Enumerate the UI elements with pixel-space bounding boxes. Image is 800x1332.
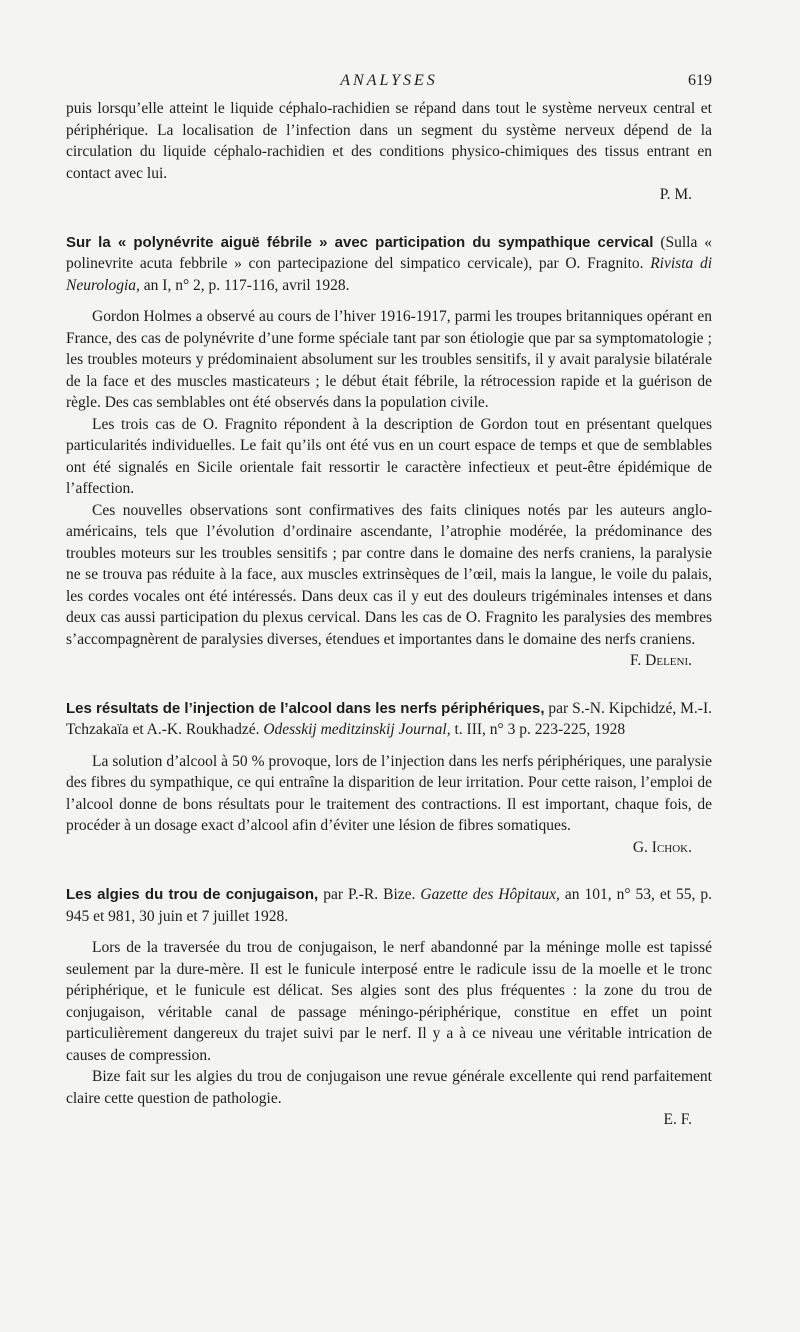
article-heading xyxy=(66,698,712,741)
article-paragraph: Lors de la traversée du trou de conjugaison, le nerf abandonné par la méninge molle est tapissé seulement par la dure-mère. Il est le funicule interposé entre le radicule issu de la moelle et le tronc périphérique, et le funicule est délicat. Ses algies sont des plus fréquentes : la zone du trou de conjugaison, véritable canal de passage méningo-périphérique, constitue en effet un point particulièrement dangereux du trajet suivi par le nerf. Il y a à ce niveau une véritable intrication de causes de compression. xyxy=(66,939,712,1064)
article-reference-details: t. III, n° 3 p. 223-225, 1928 xyxy=(454,721,626,738)
article-paragraph: Les trois cas de O. Fragnito répondent à la description de Gordon tout en présentant quelques particularités individuelles. Le fait qu’ils ont été vus en un court espace de temps et que de semblables ont été signalés en Sicile orientale fait ressortir le caractère infectieux et peut-être épidémique de l’affection. xyxy=(66,415,712,497)
article-heading xyxy=(66,232,712,297)
article-journal: Odesskij meditzinskij Journal, xyxy=(263,721,451,738)
article-signature: E. F. xyxy=(663,1111,692,1128)
article-algies xyxy=(66,884,712,1131)
running-title: ANALYSES xyxy=(340,72,438,89)
page-number: 619 xyxy=(688,72,712,89)
page-header xyxy=(66,60,712,98)
article-signature: F. Deleni. xyxy=(630,652,692,669)
article-reference: par S.-N. Kipchidzé, M.-I. Tchzakaïa et A.-K. Roukhadzé. xyxy=(66,699,713,738)
intro-signature: P. M. xyxy=(659,186,692,203)
article-reference-details: an I, n° 2, p. 117-116, avril 1928. xyxy=(143,276,350,294)
article-title: Les résultats de l’injection de l’alcool dans les nerfs périphériques, xyxy=(66,699,545,717)
article-title: Sur la « polynévrite aiguë fébrile » avec participation du sympathique cervical xyxy=(66,233,654,251)
article-journal: Rivista di Neurologia, xyxy=(66,255,712,294)
article-paragraph: Gordon Holmes a observé au cours de l’hiver 1916-1917, parmi les troupes britanniques opérant en France, des cas de polynévrite d’une forme spéciale tant par son étiologie que par sa symptomatologie ; les troubles moteurs y prédominaient absolument sur les troubles sensitifs, il y avait paralysie bilatérale de la face et des muscles masticateurs ; le début était fébrile, la rétrocession rapide et la guérison de règle. Des cas semblables ont été observés dans la population civile. xyxy=(66,308,712,411)
article-alcool xyxy=(66,698,712,859)
article-polynevrite xyxy=(66,232,712,672)
intro-paragraph: puis lorsqu’elle atteint le liquide céphalo-rachidien se répand dans tout le système nerveux central et périphérique. La localisation de l’infection dans un segment du système nerveux dépend de la circulation du liquide céphalo-rachidien et des conditions physico-chimiques des tissus entrant en contact avec lui. xyxy=(66,100,712,182)
article-signature: G. Ichok. xyxy=(632,838,692,856)
article-journal: Gazette des Hôpitaux, xyxy=(420,886,560,903)
article-paragraph: La solution d’alcool à 50 % provoque, lors de l’injection dans les nerfs périphériques, une paralysie des fibres du sympathique, ce qui entraîne la disparition de leur irritation. Pour cette raison, l’emploi de l’alcool donne de bons résultats pour le traitement des contractions. Il est important, chaque fois, de procéder à un dosage exact d’alcool afin d’éviter une lésion de fibres somatiques. xyxy=(66,752,712,834)
article-reference: (Sulla « polinevrite acuta febbrile » con partecipazione del simpatico cervicale), par O. Fragnito. xyxy=(66,233,713,272)
article-reference-details: an 101, n° 53, et 55, p. 945 et 981, 30 juin et 7 juillet 1928. xyxy=(66,886,713,925)
article-paragraph: Ces nouvelles observations sont confirmatives des faits cliniques notés par les auteurs anglo-américains, tels que l’évolution d’ordinaire ascendante, l’atrophie modérée, la prédominance des troubles moteurs sur les troubles sensitifs ; par contre dans le domaine des nerfs craniens, la paralysie ne se trouva pas réduite à la face, aux muscles extrinsèques de l’œil, mais la langue, le voile du palais, les cordes vocales ont été intéressés. Dans deux cas il y eut des douleurs trigéminales intenses et dans deux cas aussi participation du plexus cervical. Dans les cas de O. Fragnito les paralysies des membres s’accompagnèrent de paralysies diverses, étendues et importantes dans le domaine des nerfs craniens. xyxy=(66,501,712,648)
article-reference: par P.-R. Bize. xyxy=(323,886,416,903)
article-paragraph: Bize fait sur les algies du trou de conjugaison une revue générale excellente qui rend parfaitement claire cette question de pathologie. xyxy=(66,1068,712,1107)
article-title: Les algies du trou de conjugaison, xyxy=(66,886,319,903)
article-heading xyxy=(66,884,712,927)
